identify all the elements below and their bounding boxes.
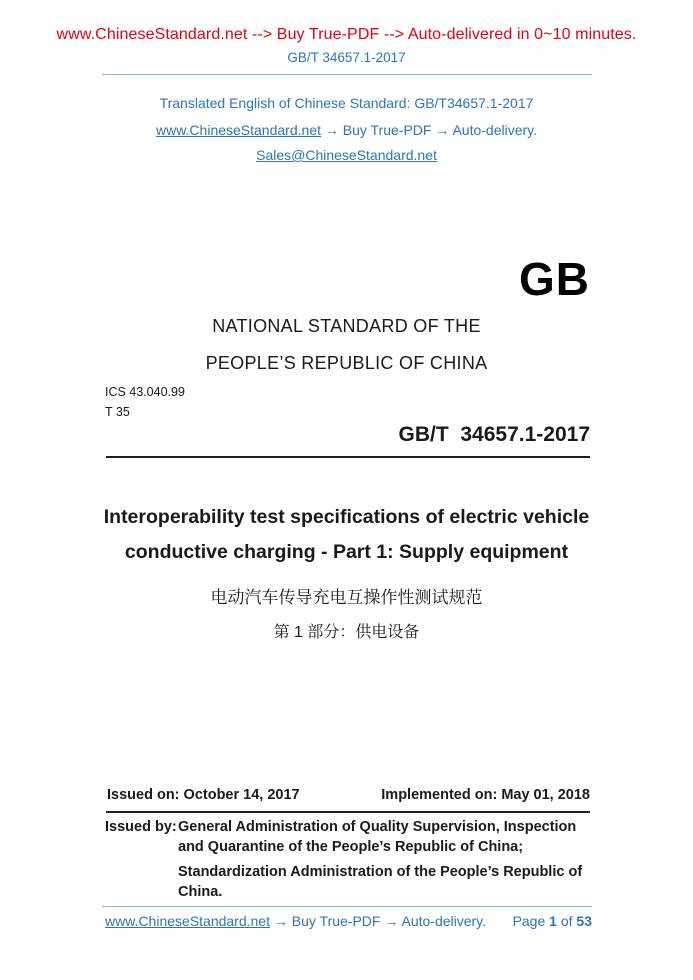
sales-email-link[interactable]: Sales@ChineseStandard.net bbox=[256, 147, 437, 163]
page-label: Page bbox=[512, 913, 546, 929]
footer-divider bbox=[102, 906, 592, 907]
promo-banner-line: www.ChineseStandard.net --> Buy True-PDF --> Auto-delivered in 0~10 minutes. bbox=[56, 26, 637, 43]
ics-code: ICS 43.040.99 bbox=[105, 385, 185, 399]
sales-line bbox=[0, 147, 693, 163]
dates-row bbox=[107, 787, 590, 803]
class-code: T 35 bbox=[105, 405, 130, 419]
dates-divider bbox=[106, 811, 590, 813]
ics-block bbox=[105, 382, 185, 422]
buy-line bbox=[0, 122, 693, 138]
implemented-on: Implemented on: May 01, 2018 bbox=[381, 787, 590, 803]
title-chinese-line1: 电动汽车传导充电互操作性测试规范 bbox=[210, 588, 483, 607]
footer-row bbox=[105, 913, 592, 929]
page-total: 53 bbox=[576, 913, 592, 929]
issuing-agencies bbox=[178, 817, 595, 902]
issued-on: Issued on: October 14, 2017 bbox=[107, 787, 300, 803]
title-english-line2: conductive charging - Part 1: Supply equipment bbox=[124, 541, 569, 563]
header-standard-code: GB/T 34657.1-2017 bbox=[287, 50, 406, 65]
standard-code-bold: GB/T 34657.1-2017 bbox=[398, 423, 590, 446]
of-label: of bbox=[560, 913, 573, 929]
website-link[interactable]: www.ChineseStandard.net bbox=[155, 122, 321, 138]
issued-by-block bbox=[105, 817, 595, 902]
header-divider bbox=[102, 74, 592, 75]
buy-line-rest: → Buy True-PDF → Auto-delivery. bbox=[320, 122, 538, 138]
issued-by-label: Issued by: bbox=[105, 819, 177, 835]
page-current: 1 bbox=[549, 913, 557, 929]
translated-line: Translated English of Chinese Standard: GB/T34657.1-2017 bbox=[159, 95, 534, 111]
page-indicator bbox=[513, 913, 592, 929]
issuer-2: Standardization Administration of the People’s Republic of China. bbox=[178, 864, 583, 900]
national-standard-line1: NATIONAL STANDARD OF THE bbox=[212, 316, 481, 336]
national-standard-line2: PEOPLE’S REPUBLIC OF CHINA bbox=[205, 353, 488, 373]
footer-left bbox=[105, 913, 486, 929]
standard-code-divider bbox=[106, 456, 590, 458]
title-chinese-line2: 第 1 部分：供电设备 bbox=[273, 624, 420, 641]
title-english-line1: Interoperability test specifications of electric vehicle bbox=[103, 506, 590, 528]
footer-website-link[interactable]: www.ChineseStandard.net bbox=[105, 913, 270, 929]
gb-logo: GB bbox=[519, 253, 590, 305]
footer-rest: → Buy True-PDF → Auto-delivery. bbox=[270, 913, 487, 929]
issuer-1: General Administration of Quality Supervision, Inspection and Quarantine of the People’s Republic of China; bbox=[178, 819, 577, 855]
